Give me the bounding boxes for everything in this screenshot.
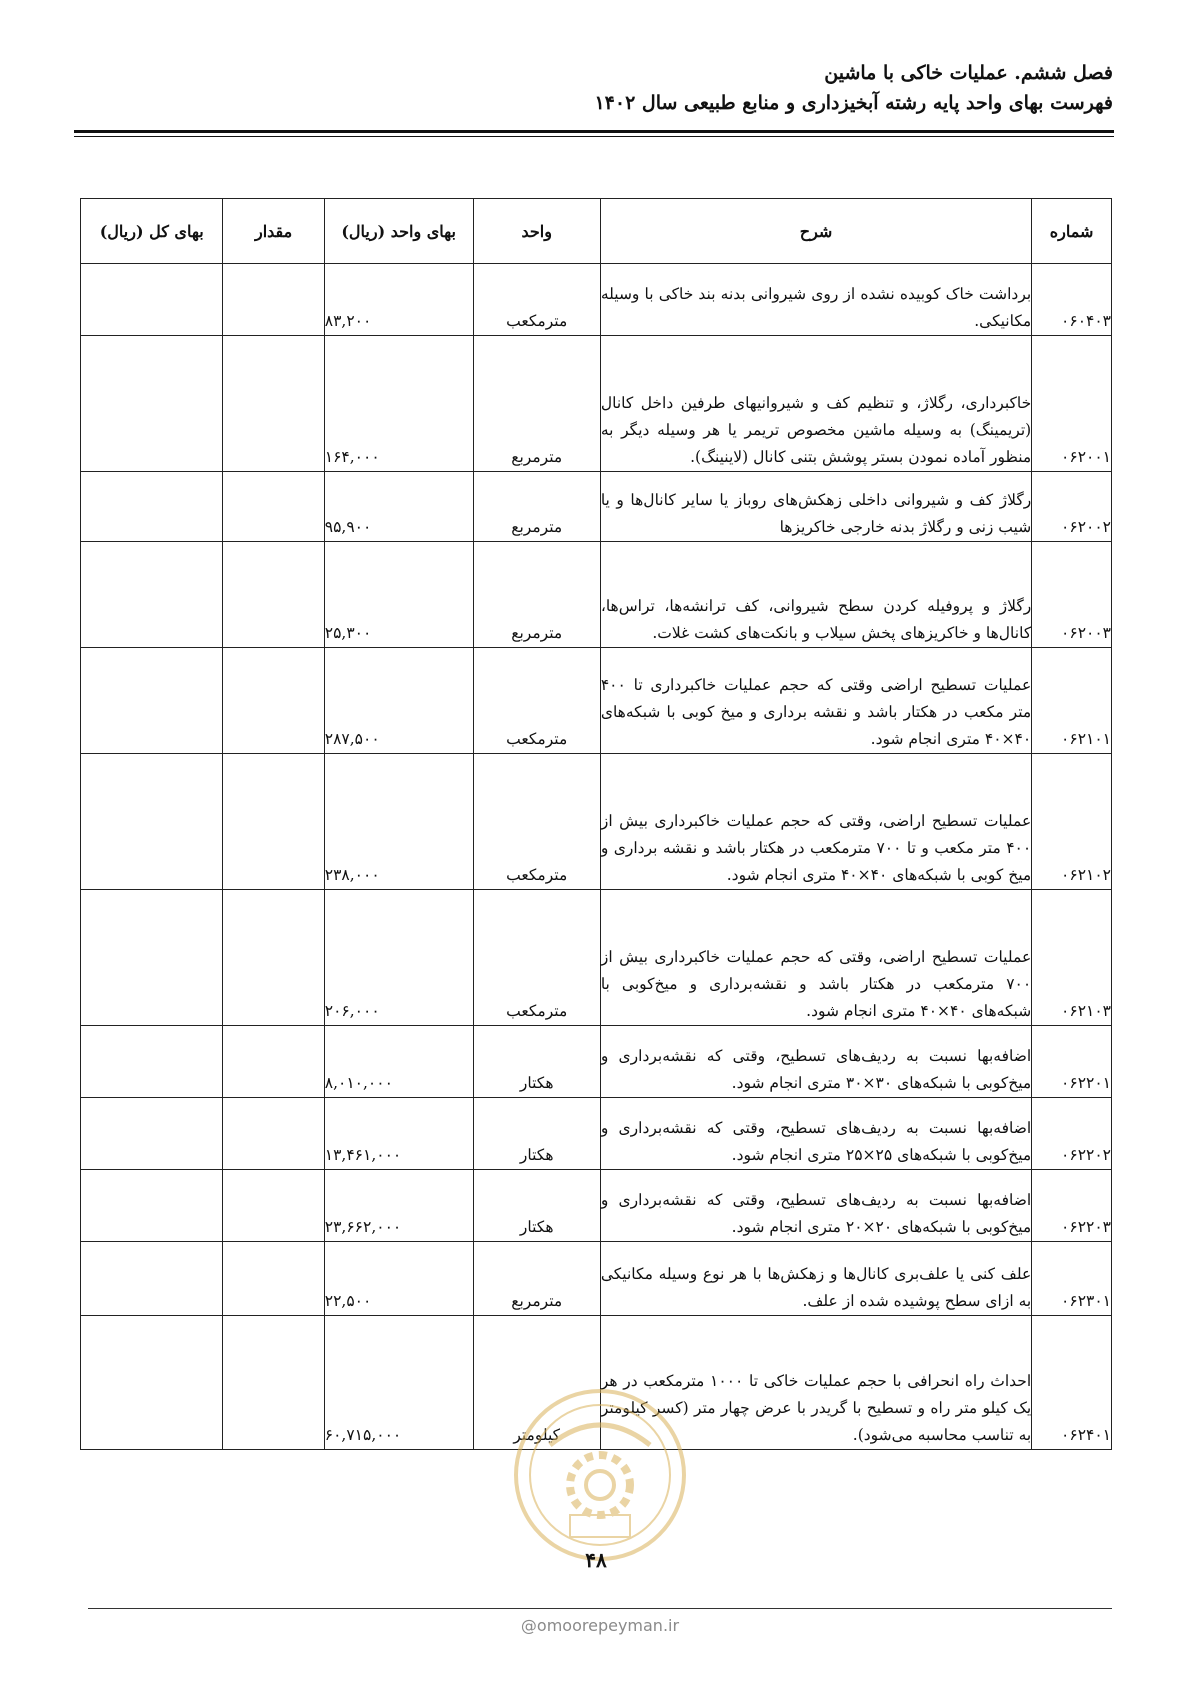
item-unit-price: ۲۰۶,۰۰۰ [324, 890, 473, 1026]
item-description: علف کنی یا علف‌بری کانال‌ها و زهکش‌ها با هر نوع وسیله مکانیکی به ازای سطح پوشیده شده از علف. [600, 1242, 1031, 1316]
item-unit: هکتار [473, 1098, 600, 1170]
item-number: ۰۶۲۲۰۳ [1032, 1170, 1112, 1242]
item-number: ۰۶۲۰۰۲ [1032, 472, 1112, 542]
item-unit: مترمربع [473, 542, 600, 648]
item-number: ۰۶۲۲۰۱ [1032, 1026, 1112, 1098]
page-header [73, 58, 1113, 118]
table-row [81, 1026, 1112, 1098]
item-description: خاکبرداری، رگلاژ، و تنظیم کف و شیروانیهای طرفین داخل کانال (تریمینگ) به وسیله ماشین مخصوص تریمر یا هر وسیله دیگر به منظور آماده نمودن بستر پوشش بتنی کانال (لاینینگ). [600, 336, 1031, 472]
item-number: ۰۶۲۰۰۱ [1032, 336, 1112, 472]
item-number: ۰۶۰۴۰۳ [1032, 264, 1112, 336]
footer-rule [88, 1608, 1112, 1609]
item-total-price [81, 542, 223, 648]
item-unit: هکتار [473, 1026, 600, 1098]
item-quantity [223, 890, 324, 1026]
item-total-price [81, 472, 223, 542]
item-unit-price: ۲۵,۳۰۰ [324, 542, 473, 648]
item-quantity [223, 336, 324, 472]
item-number: ۰۶۲۴۰۱ [1032, 1316, 1112, 1450]
item-unit: مترمکعب [473, 264, 600, 336]
item-quantity [223, 1026, 324, 1098]
item-unit: مترمربع [473, 336, 600, 472]
item-unit-price: ۶۰,۷۱۵,۰۰۰ [324, 1316, 473, 1450]
column-header-total-price: بهای کل (ریال) [81, 199, 223, 264]
item-total-price [81, 336, 223, 472]
item-total-price [81, 264, 223, 336]
table-row [81, 648, 1112, 754]
table-row [81, 890, 1112, 1026]
item-unit-price: ۱۶۴,۰۰۰ [324, 336, 473, 472]
item-description: اضافه‌بها نسبت به ردیف‌های تسطیح، وقتی که نقشه‌برداری و میخ‌کوبی با شبکه‌های ۲۰×۲۰ متری انجام شود. [600, 1170, 1031, 1242]
item-quantity [223, 1170, 324, 1242]
item-unit: مترمکعب [473, 890, 600, 1026]
item-unit: مترمربع [473, 472, 600, 542]
website-watermark: @omoorepeyman.ir [520, 1616, 680, 1635]
table-row [81, 1098, 1112, 1170]
item-unit-price: ۲۲,۵۰۰ [324, 1242, 473, 1316]
item-description: عملیات تسطیح اراضی، وقتی که حجم عملیات خاکبرداری بیش از ۷۰۰ مترمکعب در هکتار باشد و نقشه‌برداری و میخ‌کوبی با شبکه‌های ۴۰×۴۰ متری انجام شود. [600, 890, 1031, 1026]
header-rule-thick [74, 130, 1114, 133]
item-total-price [81, 1242, 223, 1316]
item-quantity [223, 264, 324, 336]
item-unit: مترمربع [473, 1242, 600, 1316]
item-unit-price: ۱۳,۴۶۱,۰۰۰ [324, 1098, 473, 1170]
item-description: عملیات تسطیح اراضی وقتی که حجم عملیات خاکبرداری تا ۴۰۰ متر مکعب در هکتار باشد و نقشه برداری و میخ کوبی با شبکه‌های ۴۰×۴۰ متری انجام شود. [600, 648, 1031, 754]
item-number: ۰۶۲۱۰۱ [1032, 648, 1112, 754]
table-header-row [81, 199, 1112, 264]
item-description: رگلاژ و پروفیله کردن سطح شیروانی، کف ترانشه‌ها، تراس‌ها، کانال‌ها و خاکریزهای پخش سیلاب و بانکت‌های کشت غلات. [600, 542, 1031, 648]
item-total-price [81, 754, 223, 890]
column-header-quantity: مقدار [223, 199, 324, 264]
table-row [81, 336, 1112, 472]
item-unit-price: ۸,۰۱۰,۰۰۰ [324, 1026, 473, 1098]
item-total-price [81, 890, 223, 1026]
item-quantity [223, 754, 324, 890]
header-rule-thin [74, 136, 1114, 137]
item-unit: هکتار [473, 1170, 600, 1242]
item-unit-price: ۲۳۸,۰۰۰ [324, 754, 473, 890]
column-header-number: شماره [1032, 199, 1112, 264]
item-unit: کیلومتر [473, 1316, 600, 1450]
item-quantity [223, 648, 324, 754]
document-subtitle: فهرست بهای واحد پایه رشته آبخیزداری و منابع طبیعی سال ۱۴۰۲ [594, 92, 1113, 114]
item-number: ۰۶۲۲۰۲ [1032, 1098, 1112, 1170]
price-list-table [80, 198, 1112, 1450]
column-header-unit-price: بهای واحد (ریال) [324, 199, 473, 264]
table-row [81, 754, 1112, 890]
item-number: ۰۶۲۱۰۲ [1032, 754, 1112, 890]
item-description: اضافه‌بها نسبت به ردیف‌های تسطیح، وقتی که نقشه‌برداری و میخ‌کوبی با شبکه‌های ۲۵×۲۵ متری انجام شود. [600, 1098, 1031, 1170]
item-number: ۰۶۲۱۰۳ [1032, 890, 1112, 1026]
item-total-price [81, 1316, 223, 1450]
column-header-description: شرح [600, 199, 1031, 264]
table-row [81, 1242, 1112, 1316]
item-quantity [223, 1242, 324, 1316]
item-unit-price: ۲۸۷,۵۰۰ [324, 648, 473, 754]
item-description: احداث راه انحرافی با حجم عملیات خاکی تا ۱۰۰۰ مترمکعب در هر یک کیلو متر راه و تسطیح با گریدر با عرض چهار متر (کسر کیلومتر به تناسب محاسبه می‌شود). [600, 1316, 1031, 1450]
item-description: اضافه‌بها نسبت به ردیف‌های تسطیح، وقتی که نقشه‌برداری و میخ‌کوبی با شبکه‌های ۳۰×۳۰ متری انجام شود. [600, 1026, 1031, 1098]
table-row [81, 542, 1112, 648]
item-unit: مترمکعب [473, 648, 600, 754]
item-number: ۰۶۲۳۰۱ [1032, 1242, 1112, 1316]
item-quantity [223, 1098, 324, 1170]
item-total-price [81, 1026, 223, 1098]
column-header-unit: واحد [473, 199, 600, 264]
item-total-price [81, 1098, 223, 1170]
item-unit-price: ۸۳,۲۰۰ [324, 264, 473, 336]
item-total-price [81, 648, 223, 754]
item-description: عملیات تسطیح اراضی، وقتی که حجم عملیات خاکبرداری بیش از ۴۰۰ متر مکعب و تا ۷۰۰ مترمکعب در هکتار باشد و نقشه برداری و میخ کوبی با شبکه‌های ۴۰×۴۰ متری انجام شود. [600, 754, 1031, 890]
item-unit-price: ۹۵,۹۰۰ [324, 472, 473, 542]
table-row [81, 472, 1112, 542]
item-total-price [81, 1170, 223, 1242]
item-quantity [223, 542, 324, 648]
item-unit: مترمکعب [473, 754, 600, 890]
chapter-title: فصل ششم. عملیات خاکی با ماشین [824, 62, 1113, 84]
table-row [81, 264, 1112, 336]
item-unit-price: ۲۳,۶۶۲,۰۰۰ [324, 1170, 473, 1242]
item-quantity [223, 472, 324, 542]
page-number: ۴۸ [585, 1548, 607, 1572]
item-number: ۰۶۲۰۰۳ [1032, 542, 1112, 648]
table-row [81, 1316, 1112, 1450]
item-description: برداشت خاک کوبیده نشده از روی شیروانی بدنه بند خاکی با وسیله مکانیکی. [600, 264, 1031, 336]
item-quantity [223, 1316, 324, 1450]
item-description: رگلاژ کف و شیروانی داخلی زهکش‌های روباز یا سایر کانال‌ها و یا شیب زنی و رگلاژ بدنه خارجی خاکریزها [600, 472, 1031, 542]
table-row [81, 1170, 1112, 1242]
